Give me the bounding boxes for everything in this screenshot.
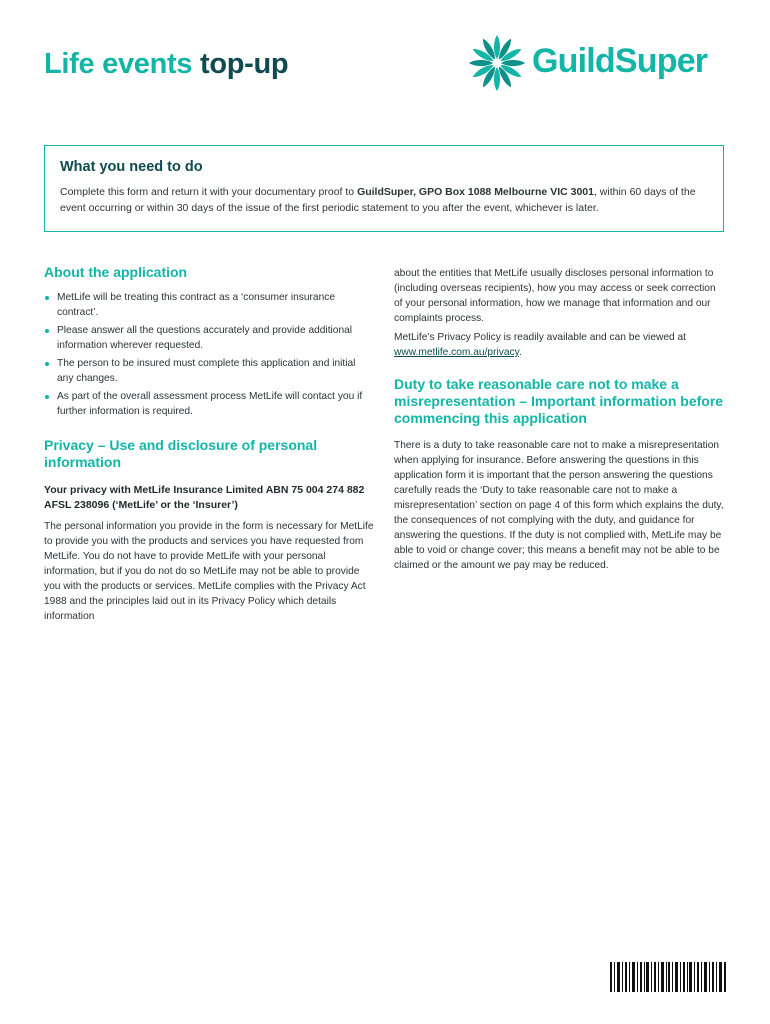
- privacy-body-continued: about the entities that MetLife usually discloses personal information to (including overseas recipients), how you may access or seek correction of your personal information, how we manage that information and our complaints process.: [394, 268, 716, 324]
- bullet-icon: [45, 329, 49, 333]
- duty-body: There is a duty to take reasonable care not to make a misrepresentation when applying for insurance. Before answering the questions in this application form it is important that the person answering the questions carefully reads the ‘Duty to take reasonable care not to make a misrepresentation’ section on page 4 of this form which explains the duty, the consequences of not complying with the duty, and guidance for answering the questions. If the duty is not complied with, MetLife may be able to void or change cover; this means a benefit may not be able to be claimed or the amount we pay may be reduced.: [394, 440, 724, 571]
- notice-text: Complete this form and return it with your documentary proof to GuildSuper, GPO Box 1088 Melbourne VIC 3001, within 60 days of the event occurring or within 30 days of the issue of the first periodic statement to you after the event, whichever is later.: [60, 186, 696, 214]
- bullet-icon: [45, 296, 49, 300]
- bullet-icon: [45, 395, 49, 399]
- privacy-heading: Privacy – Use and disclosure of personal information: [44, 437, 318, 470]
- list-item: Please answer all the questions accurately and provide additional information wherever requested.: [44, 323, 374, 353]
- barcode-icon: [610, 962, 726, 992]
- flower-logo-icon: [466, 32, 528, 94]
- privacy-body: The personal information you provide in the form is necessary for MetLife to provide you with the products and services you have requested from MetLife. You do not have to provide MetLife with your personal information, but if you do not do so MetLife may not be able to provide you with the products or services. MetLife complies with the Privacy Act 1988 and the principles laid out in its Privacy Policy which details information: [44, 521, 374, 622]
- what-you-need-to-do-box: [44, 145, 724, 232]
- list-item: MetLife will be treating this contract as a ‘consumer insurance contract’.: [44, 290, 374, 320]
- logo-text: GuildSuper: [532, 42, 708, 80]
- metlife-privacy-link[interactable]: www.metlife.com.au/privacy: [394, 347, 519, 358]
- privacy-subheading: Your privacy with MetLife Insurance Limited ABN 75 004 274 882 AFSL 238096 (‘MetLife’ or the ‘Insurer’): [44, 484, 365, 511]
- guildsuper-logo: [466, 32, 728, 94]
- about-heading: About the application: [44, 264, 188, 280]
- about-bullet-list: [44, 290, 374, 419]
- bullet-icon: [45, 362, 49, 366]
- list-item: The person to be insured must complete this application and initial any changes.: [44, 356, 374, 386]
- duty-heading: Duty to take reasonable care not to make a misrepresentation – Important information before commencing this application: [394, 376, 724, 426]
- left-column: [44, 264, 374, 624]
- privacy-policy-text: MetLife’s Privacy Policy is readily available and can be viewed at www.metlife.com.au/privacy.: [394, 332, 686, 358]
- title-part-2: top-up: [199, 48, 289, 80]
- notice-heading: What you need to do: [60, 159, 203, 175]
- mailing-address: GuildSuper, GPO Box 1088 Melbourne VIC 3001: [357, 186, 594, 198]
- title-part-1: Life events: [44, 48, 193, 80]
- list-item: As part of the overall assessment process MetLife will contact you if further information is required.: [44, 389, 374, 419]
- right-column: [394, 266, 726, 573]
- page-title: [44, 48, 288, 81]
